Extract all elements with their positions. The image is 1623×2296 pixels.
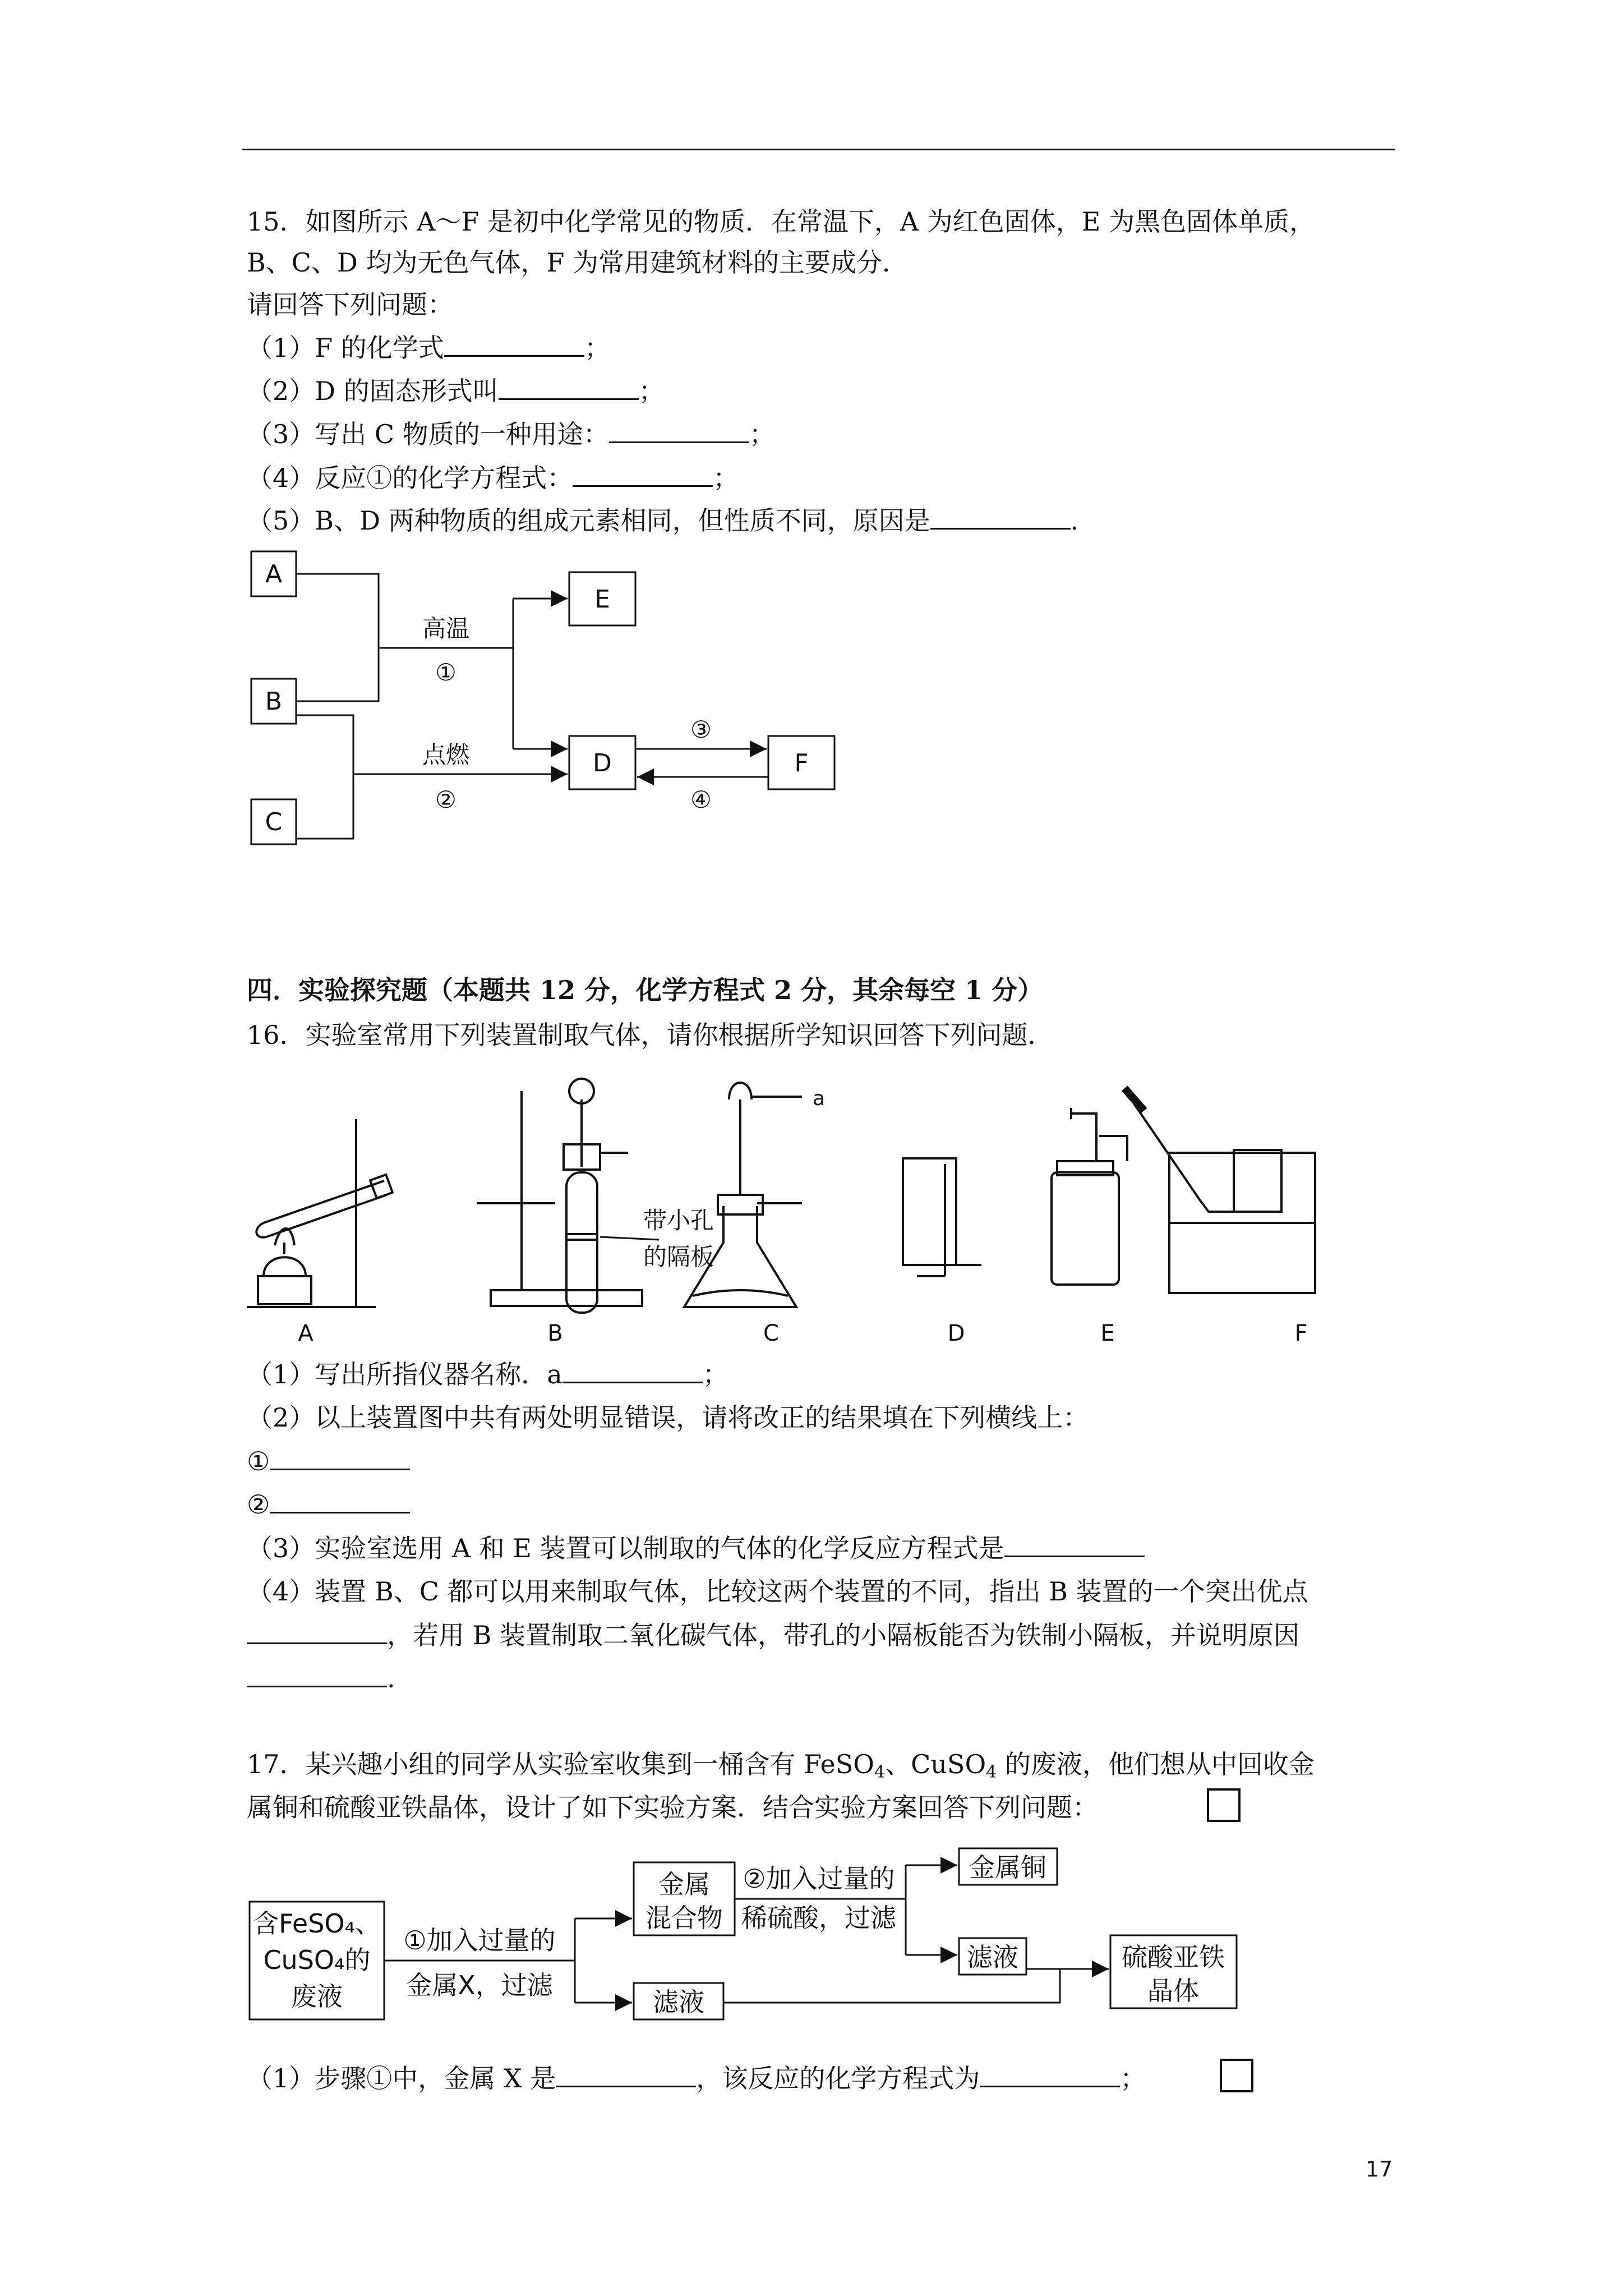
q16-apparatus-figure [241,1055,1396,1352]
q15-reaction-diagram [241,547,858,884]
waste-line2: CuSO₄的 [263,1945,371,1975]
answer-blank[interactable] [562,1358,703,1383]
q16-s2: （2）以上装置图中共有两处明显错误，请将改正的结果填在下列横线上： [247,1402,1089,1433]
section4-heading: 四．实验探究题（本题共 12 分，化学方程式 2 分，其余每空 1 分） [247,975,1044,1005]
answer-blank[interactable] [270,1445,410,1470]
page-number: 17 [1366,2157,1393,2182]
filtrate1-label: 滤液 [967,1942,1018,1972]
apparatus-c [684,1083,802,1307]
q15-sub2: （2）D 的固态形式叫 ； [247,376,665,406]
annotation-perforated-plate-1: 带小孔 [643,1207,714,1234]
mixture-line2: 混合物 [645,1903,723,1933]
apparatus-label-e: E [1100,1320,1115,1346]
answer-blank[interactable] [573,462,713,487]
answer-blank[interactable] [444,332,584,357]
answer-blank[interactable] [247,1619,387,1644]
apparatus-f [1124,1088,1315,1293]
step2-line1: ②加入过量的 [743,1864,895,1894]
q16-intro: 16．实验室常用下列装置制取气体，请你根据所学知识回答下列问题． [247,1020,1054,1050]
label-f: F [794,749,809,777]
apparatus-b [477,1079,642,1313]
copper-label: 金属铜 [969,1852,1046,1883]
label-d: D [593,749,612,777]
cond-dianran: 点燃 [422,741,470,769]
apparatus-a [247,1119,393,1307]
step1-line1: ①加入过量的 [403,1925,556,1955]
answer-blank[interactable] [499,375,639,400]
q17-s1: （1）步骤①中，金属 X 是 ，该反应的化学方程式为 ； [247,2063,1146,2093]
apparatus-label-c: C [763,1320,779,1346]
apparatus-label-a: A [298,1320,313,1346]
label-c: C [265,808,283,836]
q16-s1: （1）写出所指仪器名称．a ； [247,1359,728,1389]
reaction-1-label: ① [435,659,457,686]
reaction-2-label: ② [435,786,457,813]
q15-line2: B、C、D 均为无色气体，F 为常用建筑材料的主要成分． [247,247,909,278]
reaction-3-label: ③ [690,716,712,743]
answer-blank[interactable] [1004,1532,1145,1557]
filtrate2-label: 滤液 [653,1987,704,2017]
waste-line3: 废液 [291,1981,343,2012]
q15-sub1: （1）F 的化学式 ； [247,333,610,363]
answer-blank[interactable] [556,2062,696,2087]
apparatus-e [1052,1108,1127,1285]
waste-line1: 含FeSO₄、 [252,1908,381,1939]
answer-blank[interactable] [247,1662,387,1687]
q16-c1: ① [247,1444,410,1478]
answer-checkbox[interactable] [1220,2059,1253,2092]
q15-sub5: （5）B、D 两种物质的组成元素相同，但性质不同，原因是 ． [247,505,1096,536]
q16-s4-line3: . [247,1662,395,1695]
q15-prompt: 请回答下列问题： [247,289,453,320]
reaction-4-label: ④ [690,786,712,813]
step2-line2: 稀硫酸，过滤 [741,1903,896,1933]
q16-s3: （3）实验室选用 A 和 E 装置可以制取的气体的化学反应方程式是 [247,1531,1145,1565]
q17-line1: 17．某兴趣小组的同学从实验室收集到一桶含有 FeSO$_4$、CuSO$_4$ 的废液，他们想从中回收金 [247,1749,1315,1782]
q16-s4-line2: ，若用 B 装置制取二氧化碳气体，带孔的小隔板能否为铁制小隔板，并说明原因 [247,1618,1299,1652]
answer-blank[interactable] [609,418,749,443]
label-b: B [265,687,283,716]
crystal-line2: 晶体 [1147,1976,1199,2006]
answer-checkbox[interactable] [1207,1788,1241,1822]
mixture-line1: 金属 [658,1869,710,1899]
apparatus-label-b: B [547,1320,563,1346]
q17-line2: 属铜和硫酸亚铁晶体，设计了如下实验方案．结合实验方案回答下列问题： [247,1792,1098,1823]
answer-blank[interactable] [930,504,1071,530]
apparatus-d [903,1158,981,1276]
apparatus-label-f: F [1294,1320,1308,1346]
header-rule [242,149,1395,150]
label-e: E [594,585,610,614]
cond-gaowen: 高温 [422,615,470,642]
apparatus-label-d: D [947,1320,965,1346]
q15-line1: 15．如图所示 A～F 是初中化学常见的物质．在常温下，A 为红色固体，E 为黑色固体单质， [247,206,1315,237]
step1-line2: 金属X，过滤 [406,1970,553,2000]
q15-sub3: （3）写出 C 物质的一种用途： ； [247,419,775,449]
q17-flow-diagram [241,1834,1251,2036]
annotation-perforated-plate-2: 的隔板 [643,1243,714,1271]
q15-sub4: （4）反应①的化学方程式： ； [247,463,739,493]
annotation-a: a [812,1087,826,1110]
label-a: A [265,560,283,588]
crystal-line1: 硫酸亚铁 [1122,1942,1225,1972]
q16-s4-line1: （4）装置 B、C 都可以用来制取气体，比较这两个装置的不同，指出 B 装置的一个突出优点 [247,1576,1308,1607]
q16-c2: ② [247,1488,410,1521]
answer-blank[interactable] [270,1488,410,1513]
answer-blank[interactable] [980,2062,1120,2087]
